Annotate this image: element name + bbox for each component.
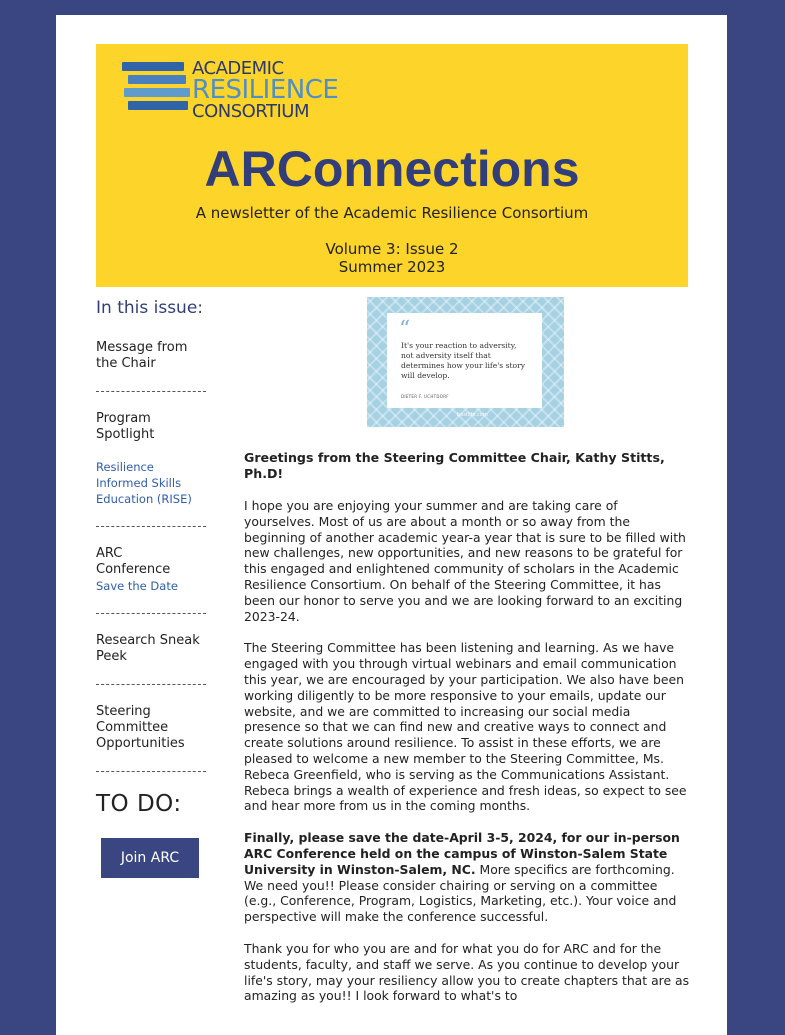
sidebar-item-title: Steering Committee Opportunities: [96, 704, 185, 751]
logo-book-bar: [124, 88, 190, 97]
dashed-divider: [96, 391, 206, 392]
sidebar-item-title: Research Sneak Peek: [96, 633, 200, 664]
sidebar-item-title: ARC Conference: [96, 546, 171, 577]
sidebar-item-title: Message from the Chair: [96, 340, 188, 371]
volume-issue: Volume 3: Issue 2: [325, 240, 459, 258]
sidebar-item-message-from-chair[interactable]: [96, 340, 208, 372]
logo-book-bar: [122, 62, 184, 71]
logo-book-bar: [128, 75, 186, 84]
sidebar-item-subtitle[interactable]: Save the Date: [96, 579, 178, 593]
quote-text: It's your reaction to adversity, not adversity itself that determines how your life's story will develop.: [401, 341, 526, 380]
dashed-divider: [96, 613, 206, 614]
paragraph-3: [244, 830, 690, 925]
save-the-date-text: Finally, please save the date-April 3-5, 2024, for our in-person ARC Conference held on the campus of Winston-Salem State University in Winston-Salem, NC.: [244, 830, 680, 877]
dashed-divider: [96, 771, 206, 772]
logo-text-resilience: RESILIENCE: [192, 75, 339, 105]
newsletter-page: [56, 15, 727, 1035]
greeting-heading: Greetings from the Steering Committee Chair, Kathy Stitts, Ph.D!: [244, 450, 665, 481]
join-arc-button[interactable]: Join ARC: [101, 838, 199, 878]
logo-text-consortium: CONSORTIUM: [192, 101, 310, 122]
sidebar-item-program-spotlight[interactable]: [96, 411, 208, 507]
quote-author: DIETER F. UCHTDORF: [401, 394, 449, 399]
paragraph-3-rest: More specifics are forthcoming. We need you!! Please consider chairing or serving on a committee (e.g., Conference, Program, Logistics, Marketing, etc.). Your voice and perspective will make the conference successful.: [244, 861, 677, 925]
todo-heading: TO DO:: [96, 791, 182, 817]
paragraph-2: The Steering Committee has been listening and learning. As we have engaged with you through virtual webinars and email communication this year, we are encouraged by your participation. We also have been working diligently to be more responsive to your emails, update our website, and we are committed to increasing our social media presence so that we can find new and creative ways to connect and create solutions around resilience. To assist in these efforts, we are pleased to welcome a new member to the Steering Committee, Ms. Rebeca Greenfield, who is serving as the Communications Assistant. Rebeca brings a wealth of experience and fresh ideas, so expect to see and hear more from us in the coming months.: [244, 640, 687, 814]
sidebar-item-subtitle[interactable]: Resilience Informed Skills Education (RISE): [96, 460, 192, 506]
dashed-divider: [96, 684, 206, 685]
quote-card-inner: [387, 313, 542, 408]
dashed-divider: [96, 526, 206, 527]
paragraph-4: Thank you for who you are and for what you do for ARC and for the students, faculty, and staff we serve. As you continue to develop your life's story, may your resiliency allow you to create chapters that are as amazing as you!! I look forward to what's to: [244, 940, 690, 1004]
sidebar-item-title: Program Spotlight: [96, 411, 155, 442]
paragraph-1: I hope you are enjoying your summer and are taking care of yourselves. Most of us are about a month or so away from the beginning of another academic year-a year that is sure to be filled with new challenges, new opportunities, and new reasons to be grateful for this engaged and enlightened community of scholars in the Academic Resilience Consortium. On behalf of the Steering Committee, it has been our honor to serve you and we are looking forward to an exciting 2023-24.: [244, 498, 686, 624]
newsletter-header: [96, 44, 688, 287]
sidebar-item-steering-committee[interactable]: [96, 704, 208, 752]
chair-message: [244, 450, 690, 1020]
issue-season: Summer 2023: [338, 258, 446, 276]
logo-text-academic: ACADEMIC: [192, 58, 284, 79]
arc-logo: [122, 60, 362, 130]
sidebar-heading: In this issue:: [96, 298, 204, 318]
quote-mark-icon: “: [399, 317, 411, 342]
sidebar-item-arc-conference[interactable]: [96, 546, 208, 594]
newsletter-subtitle: A newsletter of the Academic Resilience Consortium: [195, 204, 589, 222]
in-this-issue-sidebar: [96, 298, 208, 878]
sidebar-item-research-sneak-peek[interactable]: [96, 633, 208, 665]
newsletter-title: ARConnections: [204, 141, 580, 197]
quote-brand: bestlife.com: [457, 412, 488, 418]
logo-book-bar: [128, 101, 188, 110]
quote-image: [367, 297, 564, 427]
